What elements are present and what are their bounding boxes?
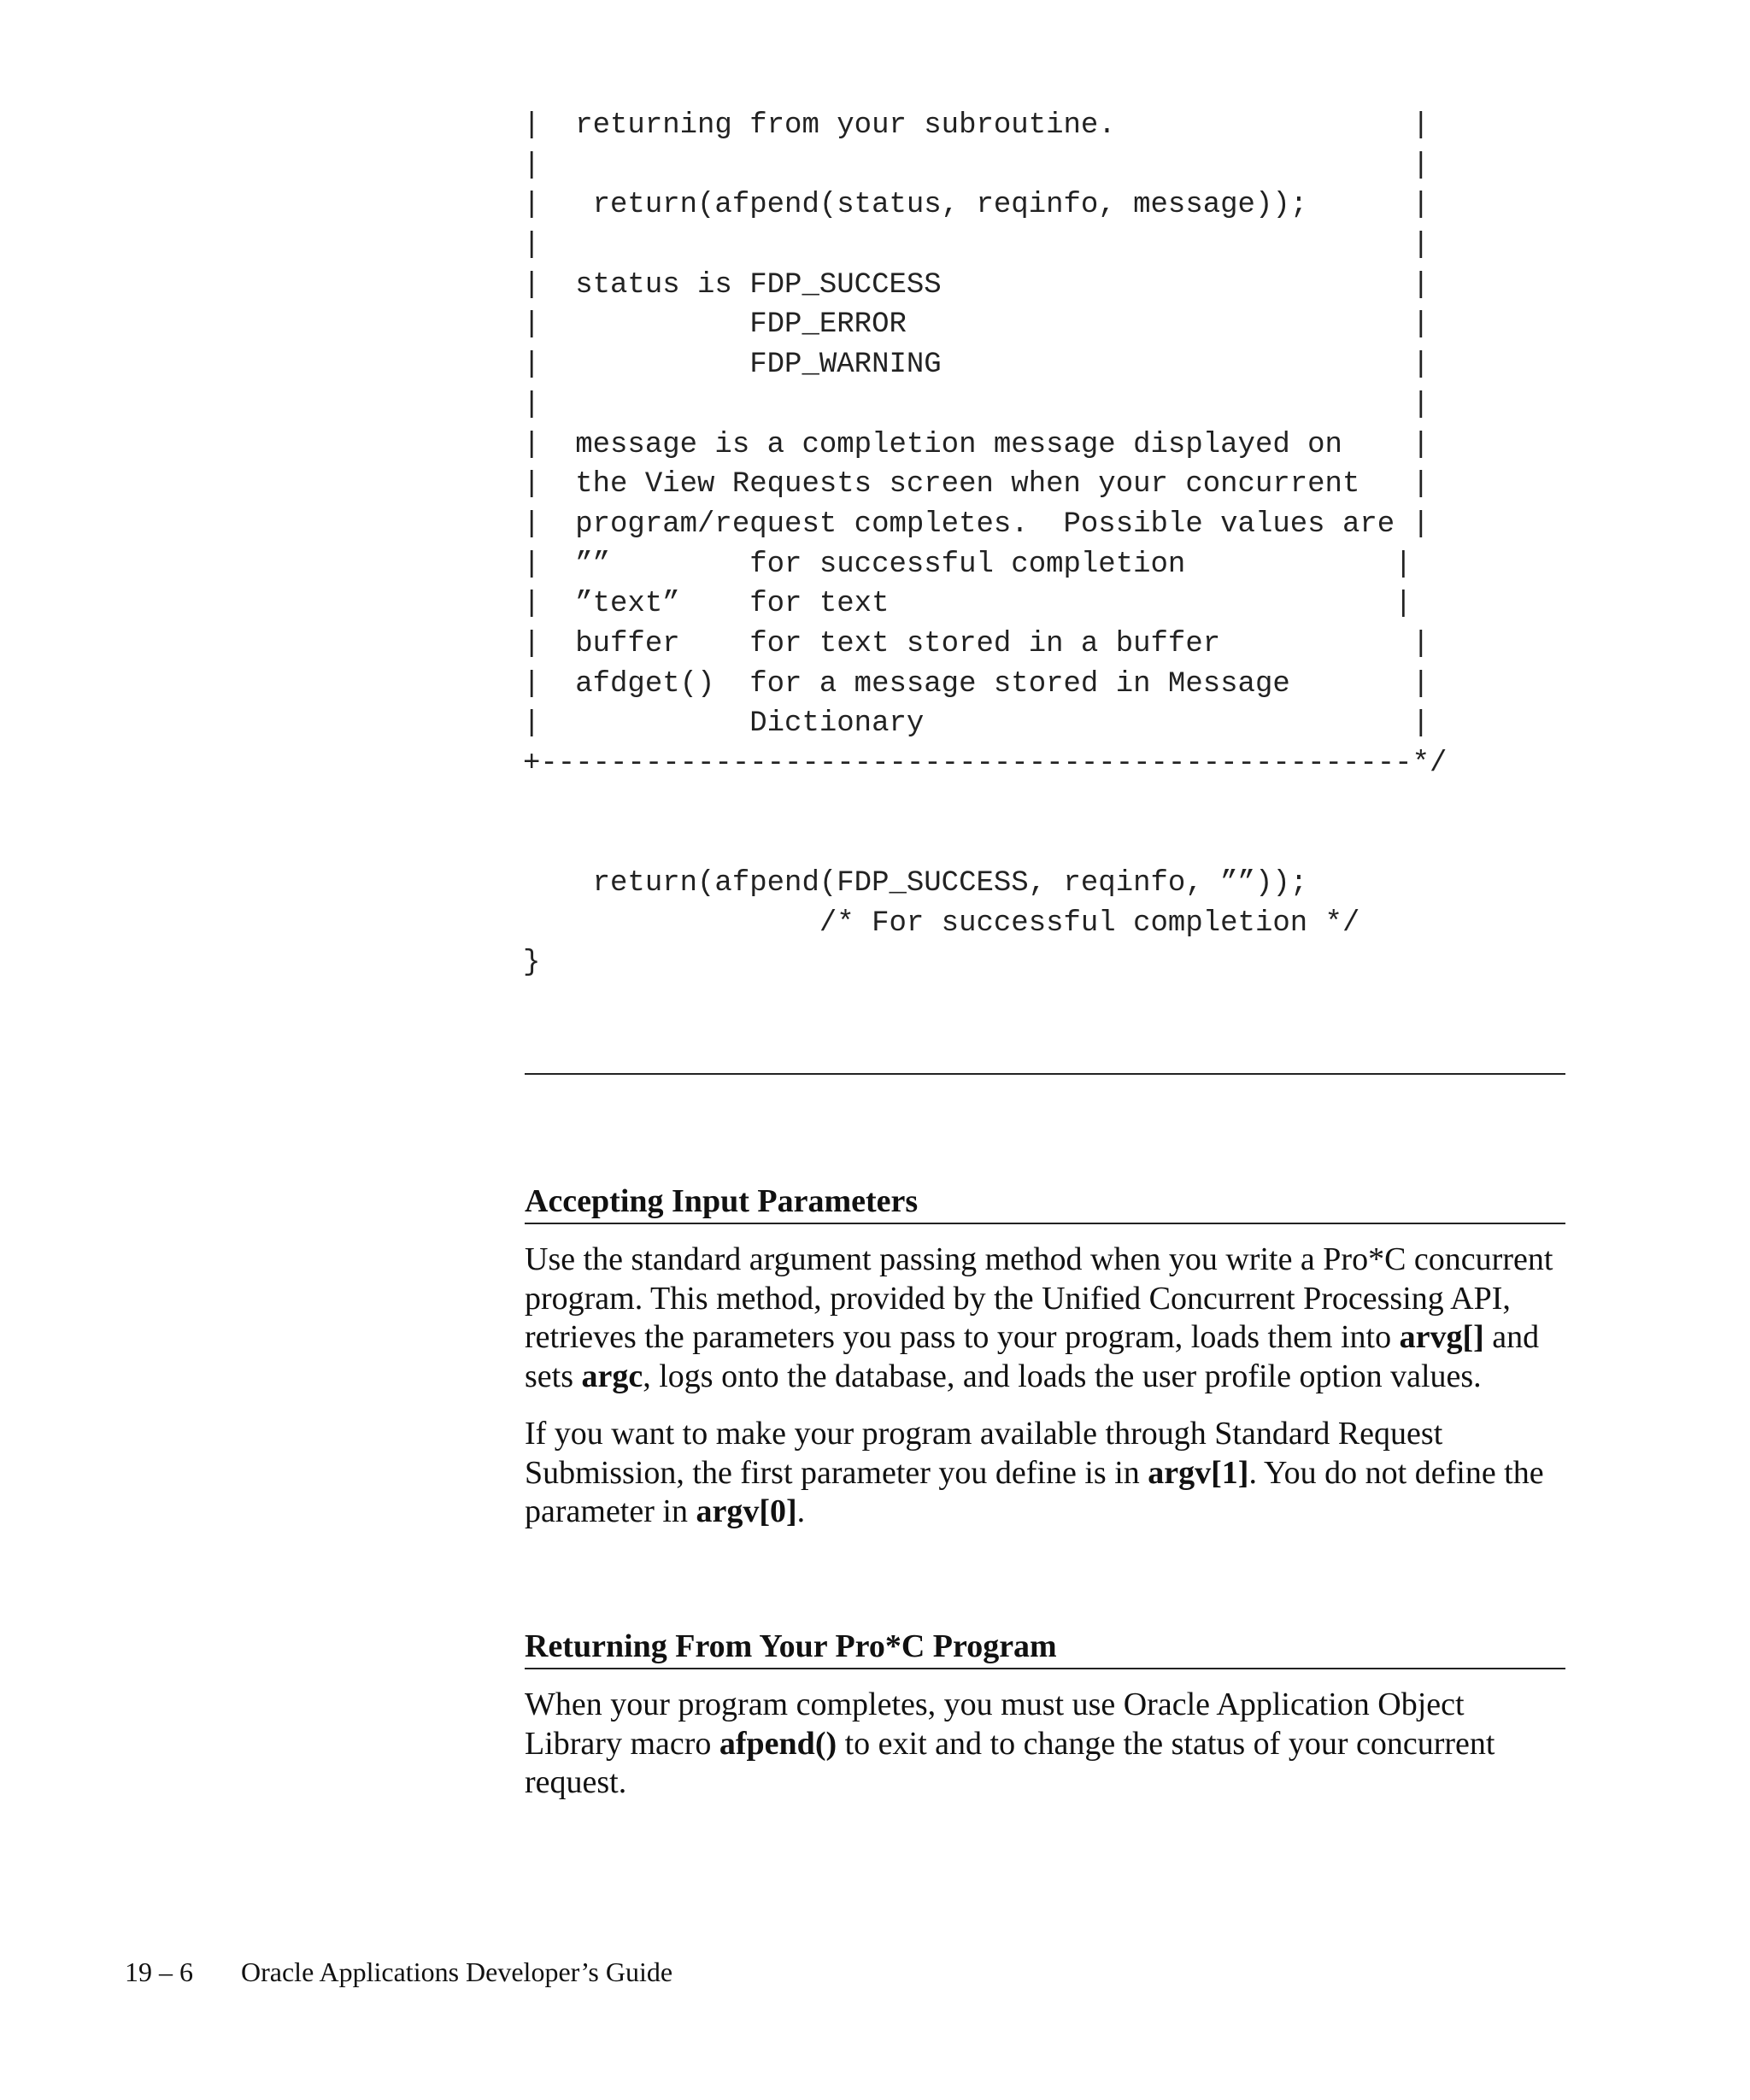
code-line (523, 784, 1447, 824)
section-heading-returning-from-proc-program: Returning From Your Pro*C Program (525, 1627, 1565, 1669)
code-line: | message is a completion message displayed on | (523, 428, 1430, 461)
section-body-accepting-input-parameters (525, 1241, 1567, 1532)
code-term-afpend: afpend() (719, 1725, 837, 1762)
code-line: } (523, 947, 541, 980)
text-run: Use the standard argument passing method when you write a Pro*C concurrent program. This method, provided by the Unified Concurrent Processing API, retrieves the parameters you pass to your program, loads them into (525, 1241, 1553, 1355)
code-line: | returning from your subroutine. | (523, 109, 1430, 142)
section-heading-accepting-input-parameters: Accepting Input Parameters (525, 1182, 1565, 1224)
code-line: +--------------------------------------------------*/ (523, 748, 1448, 780)
text-run: . You do not define the parameter in (525, 1454, 1544, 1529)
paragraph (525, 1686, 1567, 1803)
code-line: | | (523, 229, 1430, 262)
code-line: | status is FDP_SUCCESS | (523, 268, 1430, 302)
code-line: | FDP_ERROR | (523, 308, 1430, 342)
section-divider (525, 1073, 1565, 1075)
page-number: 19 – 6 (125, 1956, 193, 1987)
text-run: When your program completes, you must use Oracle Application Object Library macro (525, 1686, 1465, 1762)
book-title: Oracle Applications Developer’s Guide (241, 1956, 673, 1987)
code-line: return(afpend(FDP_SUCCESS, reqinfo, ””)); (523, 867, 1308, 900)
code-line: | ”text” for text | (523, 588, 1412, 621)
code-line: | FDP_WARNING | (523, 349, 1430, 382)
page-footer (125, 1955, 672, 1989)
code-line: /* For successful completion */ (523, 906, 1360, 940)
code-term-argv1: argv[1] (1148, 1454, 1249, 1491)
code-line: | program/request completes. Possible values are | (523, 507, 1430, 541)
code-line: | | (523, 149, 1430, 182)
text-run: and sets (525, 1319, 1540, 1394)
code-line: | the View Requests screen when your concurrent | (523, 468, 1430, 502)
text-run: If you want to make your program available through Standard Request Submission, the first parameter you define is in (525, 1416, 1443, 1491)
code-line: | afdget() for a message stored in Message | (523, 667, 1430, 701)
code-line: | Dictionary | (523, 707, 1430, 741)
code-line: | return(afpend(status, reqinfo, message)); | (523, 189, 1430, 222)
code-line: | | (523, 388, 1430, 421)
code-term-argc: argc (581, 1358, 643, 1394)
code-term-arvg: arvg[] (1399, 1319, 1484, 1355)
code-listing (523, 106, 1447, 983)
text-run: to exit and to change the status of your concurrent request. (525, 1725, 1495, 1800)
paragraph (525, 1241, 1567, 1396)
code-line: | ”” for successful completion | (523, 548, 1412, 581)
text-run: . (796, 1493, 806, 1529)
text-run: , logs onto the database, and loads the user profile option values. (643, 1358, 1482, 1394)
code-line: | buffer for text stored in a buffer | (523, 627, 1430, 660)
paragraph (525, 1415, 1567, 1532)
code-term-argv0: argv[0] (696, 1493, 797, 1529)
section-body-returning-from-proc-program (525, 1686, 1567, 1803)
code-line (523, 824, 1447, 864)
